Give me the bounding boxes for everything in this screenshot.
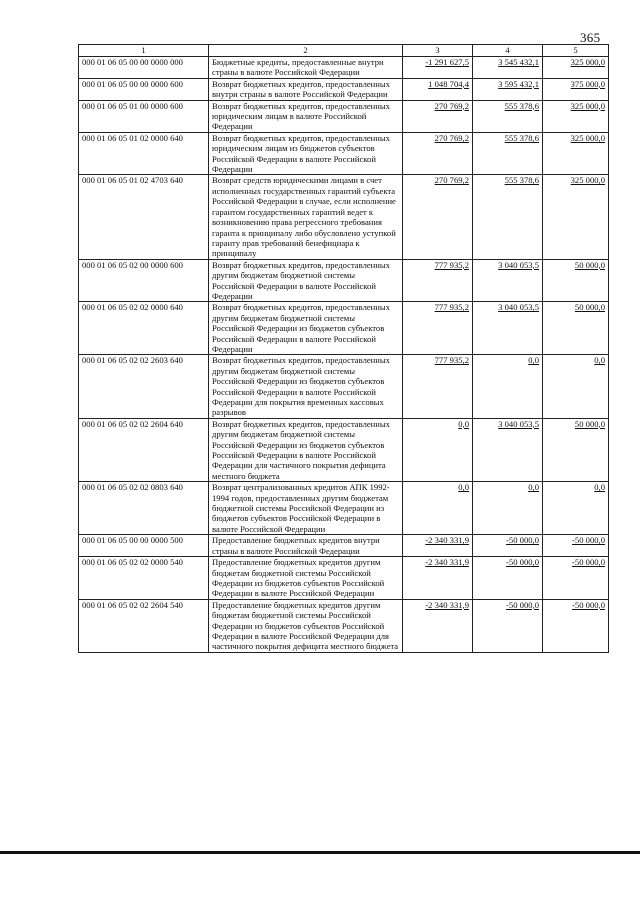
table-row: [79, 57, 609, 79]
header-col-3: 3: [403, 45, 473, 57]
table-row: [79, 482, 609, 535]
table-row: [79, 175, 609, 259]
row-value-col3: -2 340 331,9: [425, 599, 469, 610]
row-code: 000 01 06 05 00 00 0000 600: [79, 78, 209, 100]
header-col-4: 4: [473, 45, 543, 57]
row-value-col3: 0,0: [458, 482, 469, 493]
table-row: [79, 355, 609, 418]
row-value-col4: 3 545 432,1: [498, 57, 539, 67]
row-value-col5: 50 000,0: [574, 418, 605, 429]
header-row: [79, 45, 609, 57]
row-value-col3: -2 340 331,9: [425, 557, 469, 568]
row-value-col4: 3 040 053,5: [498, 302, 539, 313]
row-value-col3: -2 340 331,9: [425, 535, 469, 546]
row-description: Возврат бюджетных кредитов, предоставленных другим бюджетам бюджетной системы Российской Федерации из бюджетов субъектов Российской Федерации в валюте Российской Федерации: [209, 302, 403, 355]
row-description: Бюджетные кредиты, предоставленные внутри страны в валюте Российской Федерации: [209, 57, 403, 79]
row-value-col4: 555 378,6: [504, 132, 539, 143]
table-row: [79, 100, 609, 132]
row-value-col4: 3 040 053,5: [498, 259, 539, 270]
table-row: [79, 599, 609, 652]
row-value-col5: -50 000,0: [572, 535, 605, 546]
row-value-col5: 0,0: [594, 355, 605, 366]
row-code: 000 01 06 05 01 02 4703 640: [79, 175, 209, 259]
row-value-col5: 325 000,0: [570, 175, 605, 186]
row-code: 000 01 06 05 00 00 0000 500: [79, 535, 209, 557]
row-code: 000 01 06 05 02 00 0000 600: [79, 259, 209, 302]
row-value-col5: 325 000,0: [570, 100, 605, 111]
table-row: [79, 78, 609, 100]
row-code: 000 01 06 05 00 00 0000 000: [79, 57, 209, 79]
row-description: Возврат бюджетных кредитов, предоставленных юридическим лицам в валюте Российской Федерации: [209, 100, 403, 132]
page-number: 365: [580, 30, 601, 45]
bottom-rule: [0, 851, 640, 854]
row-value-col4: -50 000,0: [506, 535, 539, 546]
table-row: [79, 418, 609, 481]
table-row: [79, 259, 609, 302]
row-code: 000 01 06 05 02 02 0000 640: [79, 302, 209, 355]
row-description: Предоставление бюджетных кредитов другим бюджетам бюджетной системы Российской Федерации из бюджетов субъектов Российской Федерации в валюте Российской Федерации для частичного покрытия дефицита местного бюджета: [209, 599, 403, 652]
row-value-col5: 0,0: [594, 482, 605, 493]
row-value-col4: -50 000,0: [506, 557, 539, 568]
row-code: 000 01 06 05 01 00 0000 600: [79, 100, 209, 132]
row-value-col4: 0,0: [528, 355, 539, 366]
table-row: [79, 557, 609, 600]
header-col-2: 2: [209, 45, 403, 57]
row-value-col5: 375 000,0: [570, 78, 605, 89]
row-code: 000 01 06 05 02 02 2604 540: [79, 599, 209, 652]
row-value-col3: -1 291 627,5: [425, 57, 469, 67]
row-value-col5: -50 000,0: [572, 599, 605, 610]
row-code: 000 01 06 05 02 02 0803 640: [79, 482, 209, 535]
row-value-col4: 555 378,6: [504, 175, 539, 186]
row-value-col3: 777 935,2: [434, 259, 469, 270]
budget-table: [78, 44, 609, 653]
row-value-col3: 0,0: [458, 418, 469, 429]
row-value-col3: 1 048 704,4: [428, 78, 469, 89]
table-row: [79, 535, 609, 557]
row-description: Возврат бюджетных кредитов, предоставленных другим бюджетам бюджетной системы Российской Федерации из бюджетов субъектов Российской Федерации в валюте Российской Федерации для покрытия временных кассовых разрывов: [209, 355, 403, 418]
row-value-col5: -50 000,0: [572, 557, 605, 568]
row-description: Возврат бюджетных кредитов, предоставленных внутри страны в валюте Российской Федерации: [209, 78, 403, 100]
table-row: [79, 302, 609, 355]
row-value-col5: 325 000,0: [570, 57, 605, 67]
row-value-col3: 777 935,2: [434, 302, 469, 313]
row-code: 000 01 06 05 02 02 0000 540: [79, 557, 209, 600]
row-value-col3: 270 769,2: [434, 175, 469, 186]
row-value-col4: -50 000,0: [506, 599, 539, 610]
row-value-col3: 270 769,2: [434, 132, 469, 143]
row-value-col4: 3 040 053,5: [498, 418, 539, 429]
row-description: Возврат бюджетных кредитов, предоставленных другим бюджетам бюджетной системы Российской Федерации в валюте Российской Федерации: [209, 259, 403, 302]
row-code: 000 01 06 05 01 02 0000 640: [79, 132, 209, 175]
row-value-col5: 325 000,0: [570, 132, 605, 143]
row-value-col4: 555 378,6: [504, 100, 539, 111]
row-value-col4: 3 595 432,1: [498, 78, 539, 89]
row-description: Предоставление бюджетных кредитов внутри страны в валюте Российской Федерации: [209, 535, 403, 557]
row-description: Возврат бюджетных кредитов, предоставленных юридическим лицам из бюджетов субъектов Российской Федерации в валюте Российской Федерации: [209, 132, 403, 175]
row-description: Возврат средств юридическими лицами в счет исполненных государственных гарантий субъекта Российской Федерации в случае, если исполнение гарантом государственных гарантий ведет к возникновению права регрессного требования гаранта к принципалу либо обусловлено уступкой гаранту прав требований бенефициара к принципалу: [209, 175, 403, 259]
header-col-5: 5: [543, 45, 609, 57]
header-col-1: 1: [79, 45, 209, 57]
row-description: Предоставление бюджетных кредитов другим бюджетам бюджетной системы Российской Федерации из бюджетов субъектов Российской Федерации в валюте Российской Федерации: [209, 557, 403, 600]
row-code: 000 01 06 05 02 02 2604 640: [79, 418, 209, 481]
row-value-col4: 0,0: [528, 482, 539, 493]
row-code: 000 01 06 05 02 02 2603 640: [79, 355, 209, 418]
table-body: [79, 57, 609, 653]
row-value-col3: 270 769,2: [434, 100, 469, 111]
row-value-col5: 50 000,0: [574, 259, 605, 270]
row-description: Возврат бюджетных кредитов, предоставленных другим бюджетам бюджетной системы Российской Федерации из бюджетов субъектов Российской Федерации в валюте Российской Федерации для частичного покрытия дефицита местного бюджета: [209, 418, 403, 481]
row-description: Возврат централизованных кредитов АПК 1992-1994 годов, предоставленных другим бюджетам бюджетной системы Российской Федерации из бюджетов субъектов Российской Федерации в валюте Российской Федерации: [209, 482, 403, 535]
row-value-col3: 777 935,2: [434, 355, 469, 366]
row-value-col5: 50 000,0: [574, 302, 605, 313]
table-row: [79, 132, 609, 175]
